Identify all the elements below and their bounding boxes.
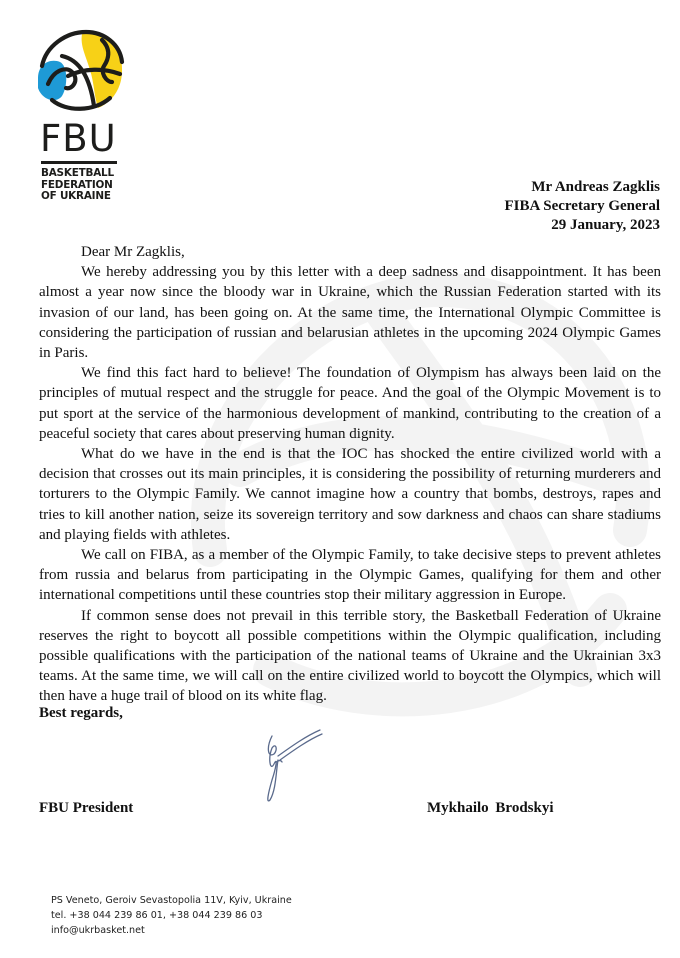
letter-body	[39, 242, 661, 707]
paragraph: What do we have in the end is that the IOC has shocked the entire civilized world with a decision that crosses out its main principles, it is considering the possibility of returning murderers and torturers to the Olympic Family. We cannot imagine how a country that bombs, destroys, rapes and tries to kill another nation, seize its sovereign territory and sow darkness and chaos can share stadiums and playing fields with athletes.	[39, 446, 661, 543]
logo-acronym: FBU	[40, 117, 117, 160]
logo-subtitle-line: OF UKRAINE	[41, 190, 111, 202]
signatory-title: FBU President	[39, 800, 134, 816]
footer-contact	[51, 893, 292, 938]
recipient-title: FIBA Secretary General	[504, 198, 660, 214]
basketball-logo-icon	[32, 26, 128, 116]
handwritten-signature-icon	[258, 728, 328, 808]
footer-email[interactable]: info@ukrbasket.net	[51, 925, 145, 936]
signatory-name: Mykhailo Brodskyi	[427, 800, 554, 816]
salutation: Dear Mr Zagklis,	[81, 244, 185, 260]
paragraph: If common sense does not prevail in this terrible story, the Basketball Federation of Ukraine reserves the right to boycott all possible competitions within the Olympic qualification, including possible qualifications with the participation of the national teams of Ukraine and the Ukrainian 3x3 teams. At the same time, we will call on the entire civilized world to boycott the Olympics, which will then have a huge trail of blood on its white flag.	[39, 607, 661, 705]
letter-date: 29 January, 2023	[551, 217, 660, 233]
paragraph: We hereby addressing you by this letter with a deep sadness and disappointment. It has been almost a year now since the bloody war in Ukraine, which the Russian Federation started with its invasion of our land, has been going on. At the same time, the International Olympic Committee is considering the participation of russian and belarusian athletes in the upcoming 2024 Olympic Games in Paris.	[39, 264, 661, 362]
logo-subtitle-line: FEDERATION	[41, 178, 113, 191]
logo-subtitle-line: BASKETBALL	[41, 167, 114, 179]
paragraph: We call on FIBA, as a member of the Olympic Family, to take decisive steps to prevent athletes from russia and belarus from participating in the Olympic Games, qualifying for them and other international competitions until these countries stop their military aggression in Europe.	[39, 547, 661, 604]
logo-subtitle	[41, 168, 132, 203]
fbu-logo	[32, 26, 132, 203]
recipient-block	[504, 178, 660, 235]
logo-divider	[41, 161, 117, 164]
recipient-name: Mr Andreas Zagklis	[531, 179, 660, 195]
closing: Best regards,	[39, 705, 123, 721]
footer-address: PS Veneto, Geroiv Sevastopolia 11V, Kyiv, Ukraine	[51, 895, 292, 906]
paragraph: We find this fact hard to believe! The foundation of Olympism has always been laid on the principles of mutual respect and the struggle for peace. And the goal of the Olympic Movement is to put sport at the service of the harmonious development of mankind, contributing to the creation of a peaceful society that cares about preserving human dignity.	[39, 365, 661, 442]
footer-phone: tel. +38 044 239 86 01, +38 044 239 86 03	[51, 910, 263, 921]
